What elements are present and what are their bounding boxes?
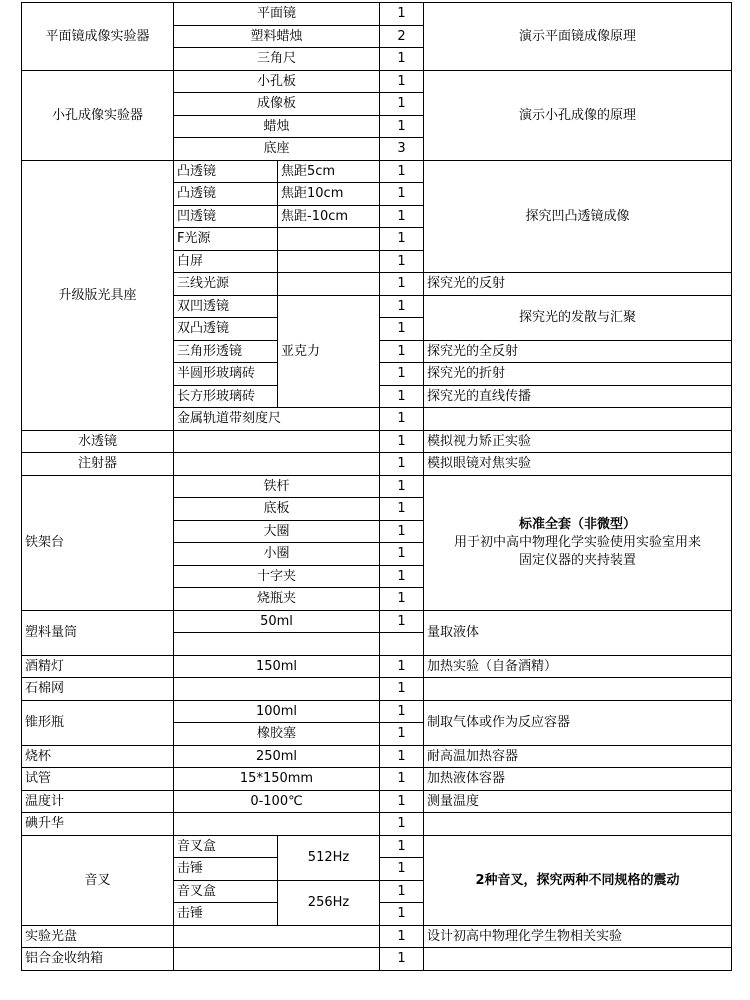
part-name: 铁杆 — [174, 475, 380, 498]
table-row — [22, 835, 732, 858]
table-row — [22, 790, 732, 813]
part-spec: 256Hz — [278, 880, 380, 925]
quantity: 1 — [380, 160, 424, 183]
group-name-mirror: 平面镜成像实验器 — [22, 3, 174, 71]
purpose-disperse: 探究光的发散与汇聚 — [424, 295, 732, 340]
quantity: 1 — [380, 93, 424, 116]
quantity: 1 — [380, 115, 424, 138]
quantity: 1 — [380, 880, 424, 903]
part-spec: 150ml — [174, 655, 380, 678]
purpose-mirror: 演示平面镜成像原理 — [424, 3, 732, 71]
item-name: 锥形瓶 — [22, 700, 174, 745]
part-spec: 焦距5cm — [278, 160, 380, 183]
part-spec-empty — [278, 273, 380, 296]
quantity: 1 — [380, 610, 424, 633]
quantity: 1 — [380, 520, 424, 543]
part-empty — [174, 633, 380, 656]
quantity: 1 — [380, 745, 424, 768]
quantity: 1 — [380, 273, 424, 296]
quantity: 1 — [380, 543, 424, 566]
quantity: 1 — [380, 408, 424, 431]
part-empty — [174, 678, 380, 701]
part-name: 塑料蜡烛 — [174, 25, 380, 48]
quantity: 1 — [380, 475, 424, 498]
item-name: 温度计 — [22, 790, 174, 813]
part-spec: 0-100℃ — [174, 790, 380, 813]
part-name: 双凹透镜 — [174, 295, 278, 318]
table-row — [22, 430, 732, 453]
purpose-refract: 探究光的折射 — [424, 363, 732, 386]
purpose-empty — [424, 813, 732, 836]
item-name: 铝合金收纳箱 — [22, 948, 174, 971]
purpose: 模拟眼镜对焦实验 — [424, 453, 732, 476]
quantity: 1 — [380, 903, 424, 926]
quantity: 1 — [380, 385, 424, 408]
part-name: 金属轨道带刻度尺 — [174, 408, 380, 431]
table-row — [22, 948, 732, 971]
part-name: 半圆形玻璃砖 — [174, 363, 278, 386]
purpose: 加热实验（自备酒精） — [424, 655, 732, 678]
item-name: 烧杯 — [22, 745, 174, 768]
table-row — [22, 610, 732, 633]
table-row — [22, 655, 732, 678]
purpose-pinhole: 演示小孔成像的原理 — [424, 70, 732, 160]
group-name-bench: 升级版光具座 — [22, 160, 174, 430]
item-name: 注射器 — [22, 453, 174, 476]
part-name: 底座 — [174, 138, 380, 161]
quantity: 1 — [380, 250, 424, 273]
part-empty — [174, 453, 380, 476]
part-name: F光源 — [174, 228, 278, 251]
part-name: 击锤 — [174, 858, 278, 881]
part-name: 三角尺 — [174, 48, 380, 71]
quantity: 1 — [380, 3, 424, 26]
quantity-empty — [380, 633, 424, 656]
purpose-straight: 探究光的直线传播 — [424, 385, 732, 408]
part-name: 烧瓶夹 — [174, 588, 380, 611]
table-row — [22, 70, 732, 93]
part-name: 十字夹 — [174, 565, 380, 588]
item-name: 碘升华 — [22, 813, 174, 836]
item-name: 石棉网 — [22, 678, 174, 701]
quantity: 1 — [380, 790, 424, 813]
part-name: 三角形透镜 — [174, 340, 278, 363]
quantity: 1 — [380, 813, 424, 836]
item-name: 塑料量筒 — [22, 610, 174, 655]
quantity: 1 — [380, 70, 424, 93]
quantity: 1 — [380, 340, 424, 363]
table-row — [22, 678, 732, 701]
item-name: 酒精灯 — [22, 655, 174, 678]
group-name-stand: 铁架台 — [22, 475, 174, 610]
part-name: 双凸透镜 — [174, 318, 278, 341]
table-row — [22, 925, 732, 948]
part-spec: 焦距10cm — [278, 183, 380, 206]
quantity: 1 — [380, 588, 424, 611]
purpose: 量取液体 — [424, 610, 732, 655]
purpose: 耐高温加热容器 — [424, 745, 732, 768]
part-spec: 100ml — [174, 700, 380, 723]
part-spec: 250ml — [174, 745, 380, 768]
purpose-fork: 2种音叉，探究两种不同规格的震动 — [424, 835, 732, 925]
equipment-table — [21, 2, 732, 971]
part-spec: 焦距-10cm — [278, 205, 380, 228]
quantity: 1 — [380, 318, 424, 341]
quantity: 1 — [380, 700, 424, 723]
part-name: 音叉盒 — [174, 880, 278, 903]
material-acrylic: 亚克力 — [278, 295, 380, 408]
part-spec: 15*150mm — [174, 768, 380, 791]
quantity: 1 — [380, 858, 424, 881]
purpose-empty — [424, 678, 732, 701]
equipment-list-sheet — [21, 2, 732, 971]
part-spec-empty — [278, 228, 380, 251]
part-name: 平面镜 — [174, 3, 380, 26]
part-spec-empty — [278, 250, 380, 273]
purpose-stand-line2: 固定仪器的夹持装置 — [519, 552, 637, 568]
part-empty — [174, 948, 380, 971]
part-spec: 512Hz — [278, 835, 380, 880]
purpose-stand-line1: 用于初中高中物理化学实验使用实验室用来 — [454, 534, 702, 550]
purpose-stand-title: 标准全套（非微型） — [519, 516, 637, 532]
table-row — [22, 453, 732, 476]
item-name: 实验光盘 — [22, 925, 174, 948]
quantity: 1 — [380, 678, 424, 701]
purpose-stand — [424, 475, 732, 610]
table-row — [22, 475, 732, 498]
quantity: 1 — [380, 655, 424, 678]
part-name: 成像板 — [174, 93, 380, 116]
purpose: 测量温度 — [424, 790, 732, 813]
quantity: 1 — [380, 723, 424, 746]
part-name: 长方形玻璃砖 — [174, 385, 278, 408]
part-name: 击锤 — [174, 903, 278, 926]
purpose-lens: 探究凹凸透镜成像 — [424, 160, 732, 273]
part-name: 大圈 — [174, 520, 380, 543]
group-name-fork: 音叉 — [22, 835, 174, 925]
part-name: 蜡烛 — [174, 115, 380, 138]
part-name: 凸透镜 — [174, 183, 278, 206]
group-name-pinhole: 小孔成像实验器 — [22, 70, 174, 160]
purpose-total-reflection: 探究光的全反射 — [424, 340, 732, 363]
table-row — [22, 3, 732, 26]
quantity: 1 — [380, 228, 424, 251]
part-name: 音叉盒 — [174, 835, 278, 858]
quantity: 3 — [380, 138, 424, 161]
quantity: 1 — [380, 295, 424, 318]
purpose: 制取气体或作为反应容器 — [424, 700, 732, 745]
part-name: 底板 — [174, 498, 380, 521]
quantity: 1 — [380, 363, 424, 386]
quantity: 1 — [380, 565, 424, 588]
quantity: 1 — [380, 430, 424, 453]
part-name: 小圈 — [174, 543, 380, 566]
quantity: 1 — [380, 183, 424, 206]
purpose-empty — [424, 408, 732, 431]
purpose-empty — [424, 948, 732, 971]
part-name: 凹透镜 — [174, 205, 278, 228]
purpose: 设计初高中物理化学生物相关实验 — [424, 925, 732, 948]
part-name: 白屏 — [174, 250, 278, 273]
table-row — [22, 700, 732, 723]
quantity: 1 — [380, 768, 424, 791]
quantity: 1 — [380, 948, 424, 971]
quantity: 1 — [380, 453, 424, 476]
table-row — [22, 813, 732, 836]
part-name: 橡胶塞 — [174, 723, 380, 746]
table-row — [22, 745, 732, 768]
table-row — [22, 768, 732, 791]
part-spec: 50ml — [174, 610, 380, 633]
quantity: 1 — [380, 835, 424, 858]
part-name: 凸透镜 — [174, 160, 278, 183]
quantity: 1 — [380, 48, 424, 71]
part-empty — [174, 925, 380, 948]
item-name: 试管 — [22, 768, 174, 791]
part-empty — [174, 430, 380, 453]
quantity: 1 — [380, 925, 424, 948]
quantity: 1 — [380, 498, 424, 521]
purpose: 模拟视力矫正实验 — [424, 430, 732, 453]
part-name: 三线光源 — [174, 273, 278, 296]
table-row — [22, 160, 732, 183]
purpose-reflect: 探究光的反射 — [424, 273, 732, 296]
item-name: 水透镜 — [22, 430, 174, 453]
quantity: 1 — [380, 205, 424, 228]
purpose: 加热液体容器 — [424, 768, 732, 791]
part-empty — [174, 813, 380, 836]
part-name: 小孔板 — [174, 70, 380, 93]
quantity: 2 — [380, 25, 424, 48]
